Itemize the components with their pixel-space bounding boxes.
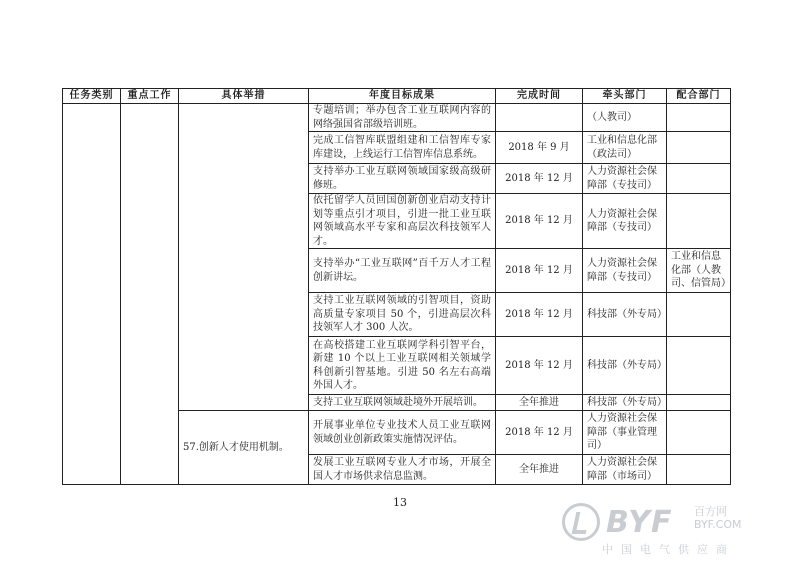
- result-cell: 支持工业互联网领域的引智项目，资助高质量专家项目 50 个，引进高层次科技领军人才 300 人次。: [309, 293, 496, 337]
- result-cell: 支持工业互联网领域赴境外开展培训。: [309, 395, 496, 411]
- result-cell: 依托留学人员回国创新创业启动支持计划等重点引才项目，引进一批工业互联网领域高水平专家和高层次科技领军人才。: [309, 194, 496, 249]
- lead-dept-cell: 人力资源社会保障部（专技司）: [583, 164, 667, 194]
- lead-dept-cell: 人力资源社会保障部（专技司）: [583, 194, 667, 249]
- header-coop-dept: 配合部门: [667, 89, 731, 104]
- header-annual-goal: 年度目标成果: [309, 89, 496, 104]
- time-cell: 2018 年 12 月: [496, 249, 583, 293]
- lead-dept-cell: 人力资源社会保障部（市场司）: [583, 455, 667, 485]
- coop-dept-cell: 工业和信息化部（人教司、信管局）: [667, 249, 731, 293]
- time-cell: 2018 年 12 月: [496, 337, 583, 395]
- watermark-domain: BYF.COM: [694, 518, 742, 531]
- task-table: [62, 88, 731, 485]
- time-cell: 2018 年 12 月: [496, 194, 583, 249]
- watermark-brand: BYF: [606, 505, 673, 540]
- measure-cell-57: 57.创新人才使用机制。: [179, 411, 309, 485]
- page-number: 13: [393, 496, 407, 509]
- lead-dept-cell: 人力资源社会保障部（专技司）: [583, 249, 667, 293]
- watermark-subtitle: 中国电气供应商: [602, 543, 735, 556]
- table-row: [63, 104, 731, 132]
- time-cell: 2018 年 12 月: [496, 164, 583, 194]
- watermark-small-text: [694, 505, 742, 531]
- watermark-cn-name: 百方网: [694, 505, 727, 518]
- lead-dept-cell: 工业和信息化部（政法司）: [583, 132, 667, 164]
- coop-dept-cell: [667, 164, 731, 194]
- lead-dept-cell: 科技部（外专局）: [583, 395, 667, 411]
- time-cell: 2018 年 12 月: [496, 411, 583, 455]
- header-key-work: 重点工作: [121, 89, 179, 104]
- coop-dept-cell: [667, 411, 731, 455]
- coop-dept-cell: [667, 132, 731, 164]
- coop-dept-cell: [667, 194, 731, 249]
- header-task-category: 任务类别: [63, 89, 121, 104]
- time-cell: 2018 年 12 月: [496, 293, 583, 337]
- lead-dept-cell: （人教司）: [583, 104, 667, 132]
- task-category-cell: [63, 104, 121, 485]
- coop-dept-cell: [667, 104, 731, 132]
- header-lead-dept: 牵头部门: [583, 89, 667, 104]
- lead-dept-cell: 科技部（外专局）: [583, 293, 667, 337]
- table-header-row: [63, 89, 731, 104]
- time-cell: 2018 年 9 月: [496, 132, 583, 164]
- coop-dept-cell: [667, 455, 731, 485]
- header-completion-time: 完成时间: [496, 89, 583, 104]
- header-measures: 具体举措: [179, 89, 309, 104]
- watermark-logo-icon: [562, 503, 600, 541]
- coop-dept-cell: [667, 395, 731, 411]
- key-work-cell: [121, 104, 179, 485]
- result-cell: 开展事业单位专业技术人员工业互联网领域创业创新政策实施情况评估。: [309, 411, 496, 455]
- result-cell: 支持举办“工业互联网”百千万人才工程创新讲坛。: [309, 249, 496, 293]
- time-cell: 全年推进: [496, 395, 583, 411]
- time-cell: [496, 104, 583, 132]
- coop-dept-cell: [667, 293, 731, 337]
- result-cell: 在高校搭建工业互联网学科引智平台，新建 10 个以上工业互联网相关领域学科创新引智基地。引进 50 名左右高端外国人才。: [309, 337, 496, 395]
- lead-dept-cell: 科技部（外专局）: [583, 337, 667, 395]
- result-cell: 专题培训；举办包含工业互联网内容的网络强国省部级培训班。: [309, 104, 496, 132]
- coop-dept-cell: [667, 337, 731, 395]
- lead-dept-cell: 人力资源社会保障部（事业管理司）: [583, 411, 667, 455]
- watermark: [562, 501, 782, 557]
- measure-cell-blank: [179, 104, 309, 411]
- result-cell: 完成工信智库联盟组建和工信智库专家库建设，上线运行工信智库信息系统。: [309, 132, 496, 164]
- result-cell: 支持举办工业互联网领域国家级高级研修班。: [309, 164, 496, 194]
- result-cell: 发展工业互联网专业人才市场，开展全国人才市场供求信息监测。: [309, 455, 496, 485]
- time-cell: 全年推进: [496, 455, 583, 485]
